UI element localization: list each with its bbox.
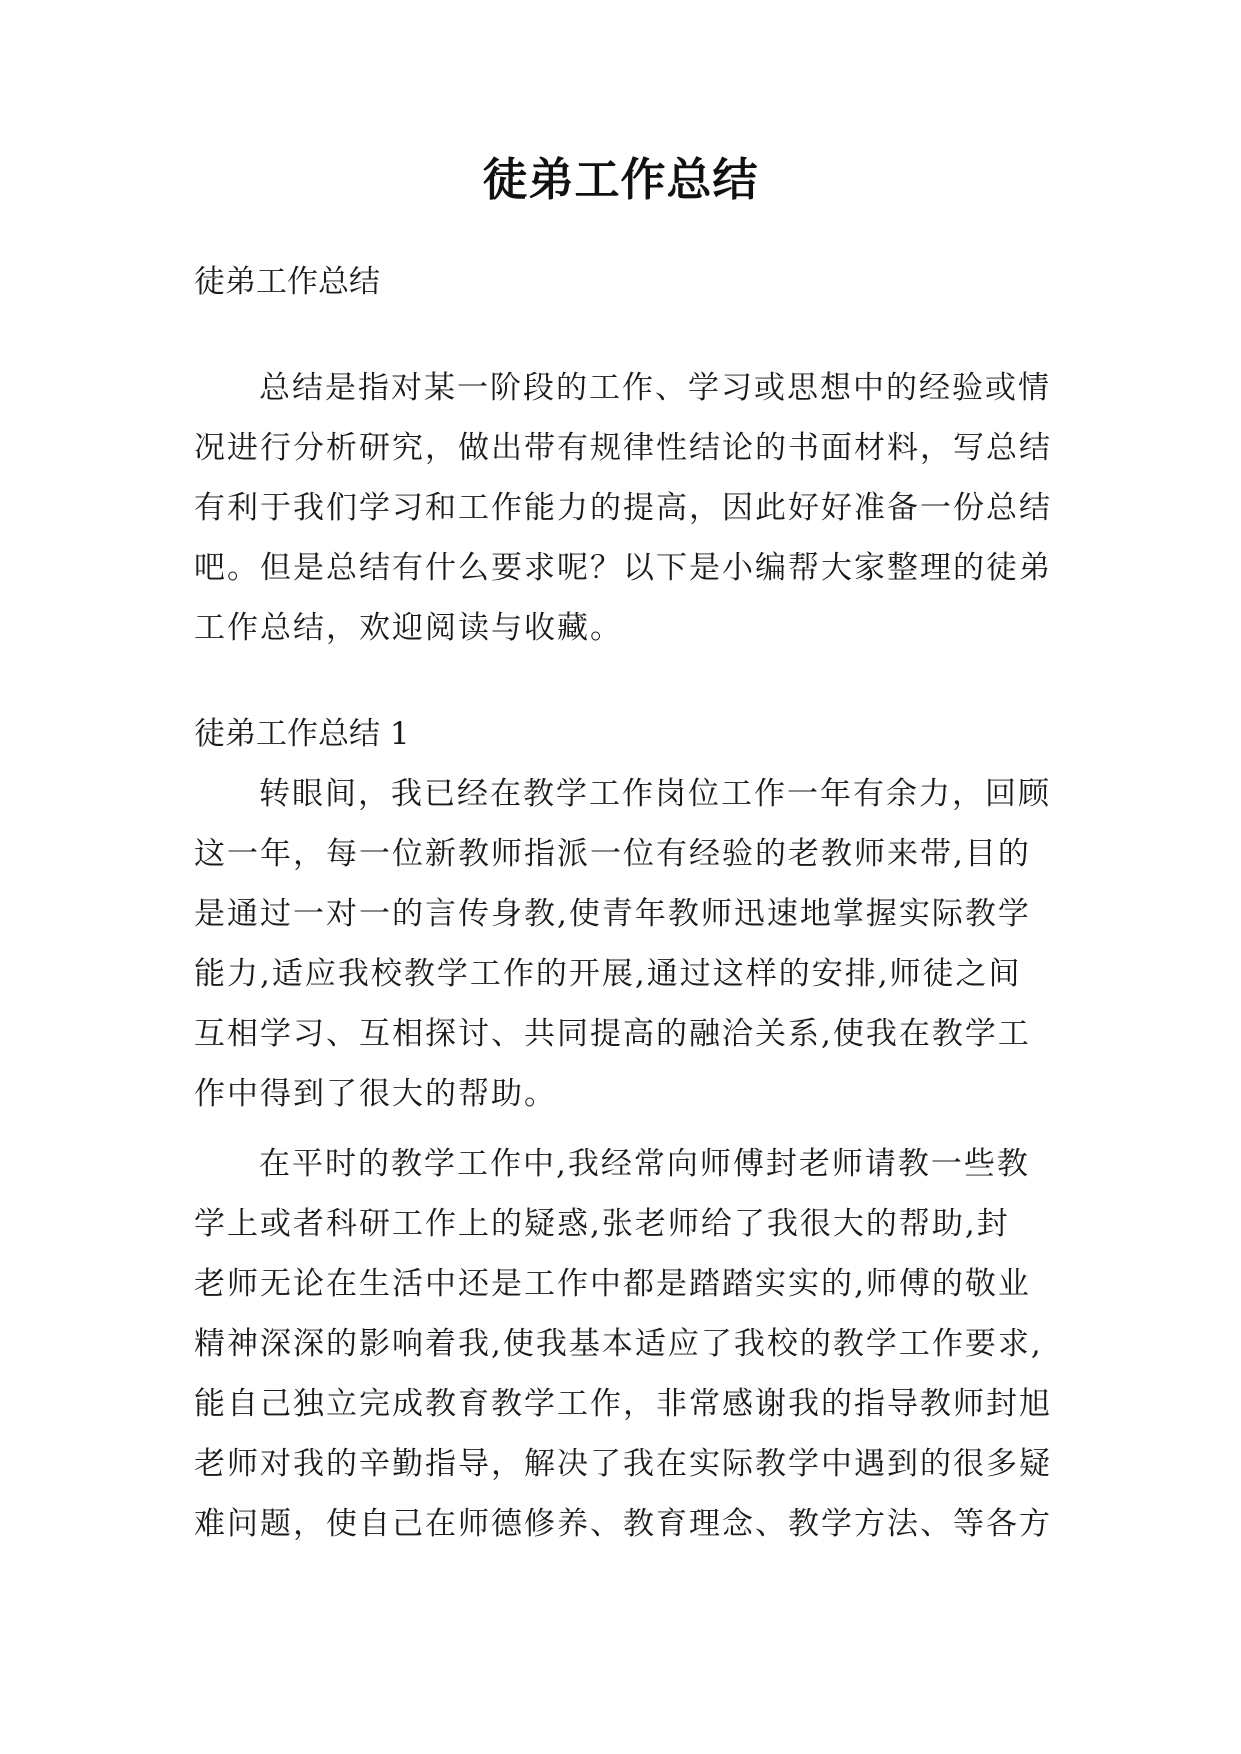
paragraph-line: 精神深深的影响着我,使我基本适应了我校的教学工作要求, xyxy=(194,1326,1043,1362)
paragraph-line: 互相学习、互相探讨、共同提高的融洽关系,使我在教学工 xyxy=(194,1016,1031,1052)
paragraph-line: 这一年，每一位新教师指派一位有经验的老教师来带,目的 xyxy=(194,836,1031,872)
intro-line: 有利于我们学习和工作能力的提高，因此好好准备一份总结 xyxy=(194,490,1052,526)
paragraph-line: 能力,适应我校教学工作的开展,通过这样的安排,师徒之间 xyxy=(194,956,1022,992)
intro-line: 总结是指对某一阶段的工作、学习或思想中的经验或情 xyxy=(259,370,1051,406)
paragraph-line: 老师对我的辛勤指导，解决了我在实际教学中遇到的很多疑 xyxy=(194,1446,1052,1482)
intro-line: 况进行分析研究，做出带有规律性结论的书面材料，写总结 xyxy=(194,430,1052,466)
paragraph-2 xyxy=(194,1134,1074,1554)
document-title: 徒弟工作总结 xyxy=(482,153,759,206)
paragraph-line: 是通过一对一的言传身教,使青年教师迅速地掌握实际教学 xyxy=(194,896,1031,932)
paragraph-1 xyxy=(194,764,1074,1124)
section-heading: 徒弟工作总结 1 xyxy=(194,716,410,752)
intro-line: 工作总结，欢迎阅读与收藏。 xyxy=(194,610,623,646)
paragraph-line: 转眼间，我已经在教学工作岗位工作一年有余力，回顾 xyxy=(259,776,1051,812)
paragraph-line: 学上或者科研工作上的疑惑,张老师给了我很大的帮助,封 xyxy=(194,1206,1010,1242)
section-heading-block xyxy=(194,704,1074,764)
paragraph-line: 作中得到了很大的帮助。 xyxy=(194,1076,557,1112)
intro-line: 吧。但是总结有什么要求呢？以下是小编帮大家整理的徒弟 xyxy=(194,550,1052,586)
subtitle-block xyxy=(194,252,1074,312)
paragraph-line: 在平时的教学工作中,我经常向师傅封老师请教一些教 xyxy=(259,1146,1030,1182)
paragraph-line: 老师无论在生活中还是工作中都是踏踏实实的,师傅的敬业 xyxy=(194,1266,1031,1302)
paragraph-line: 能自己独立完成教育教学工作，非常感谢我的指导教师封旭 xyxy=(194,1386,1052,1422)
intro-paragraph xyxy=(194,358,1074,658)
paragraph-line: 难问题，使自己在师德修养、教育理念、教学方法、等各方 xyxy=(194,1506,1052,1542)
document-subtitle: 徒弟工作总结 xyxy=(194,264,380,300)
